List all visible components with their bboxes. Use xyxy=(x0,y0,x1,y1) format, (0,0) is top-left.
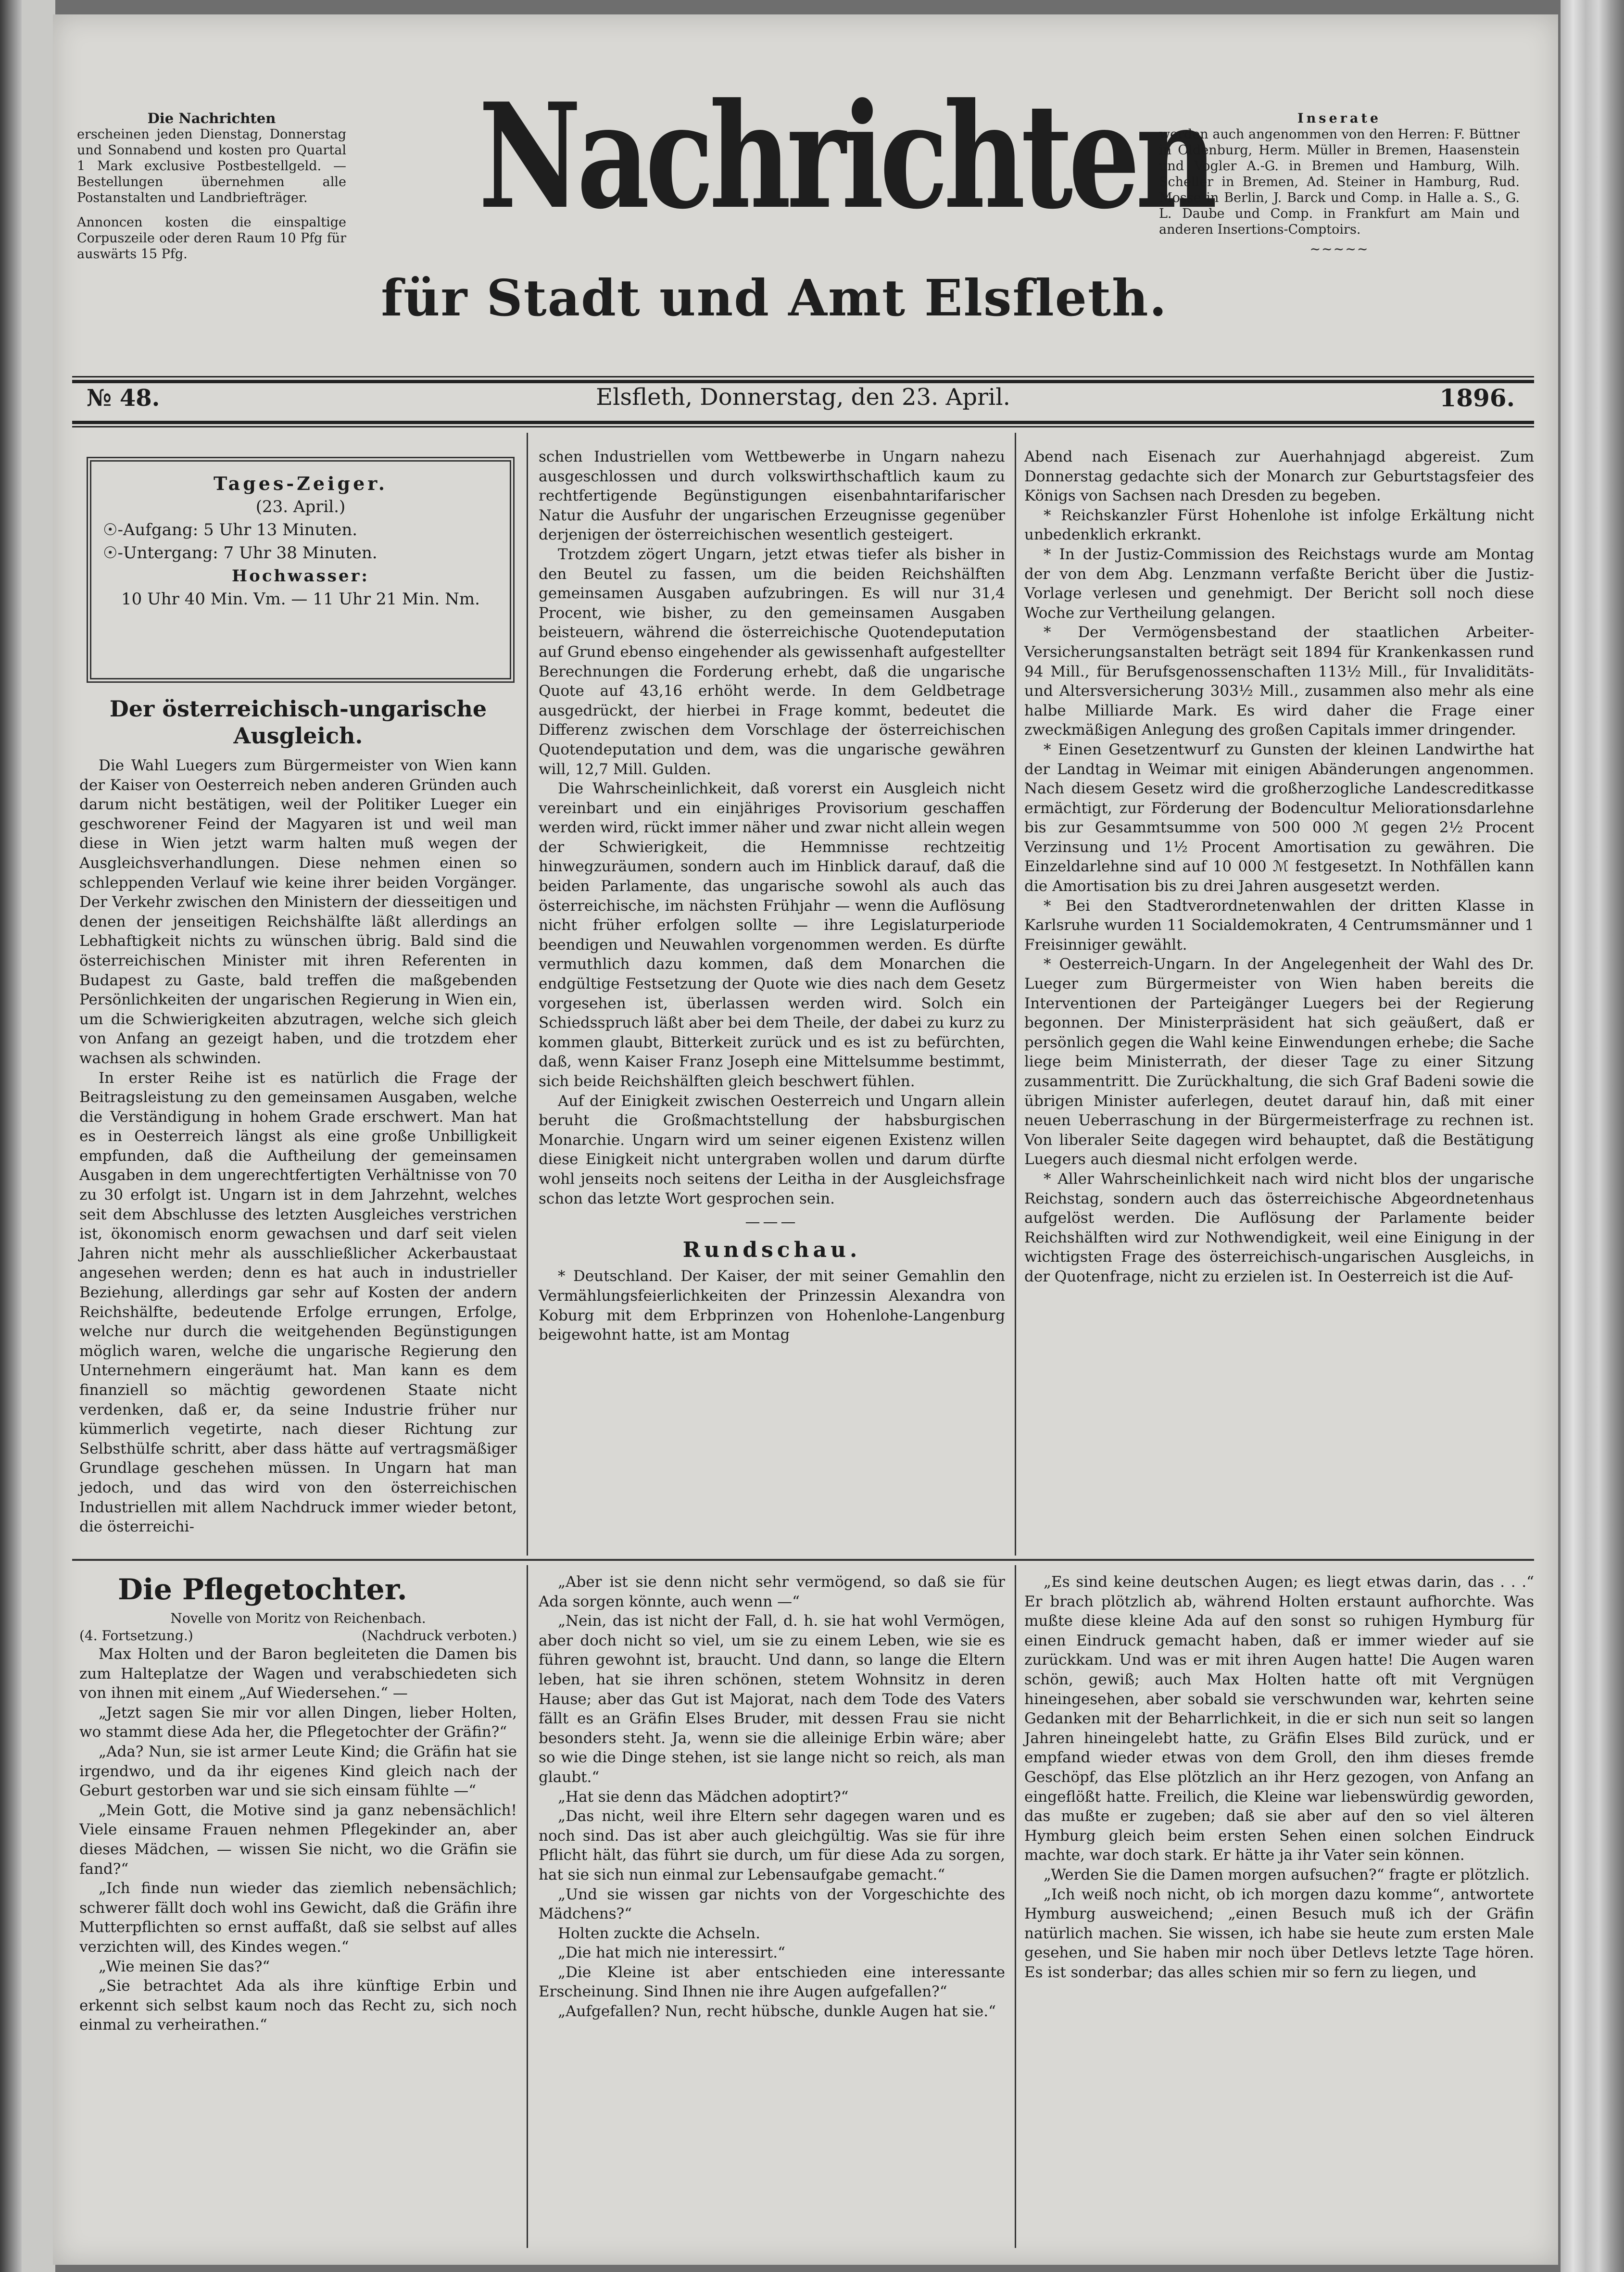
novel-paragraph: „Nein, das ist nicht der Fall, d. h. sie hat wohl Vermögen, aber doch nicht so viel, um sie zu einem Leben, wie sie es führen gewohnt ist, braucht. Und dann, so lange die Eltern leben, hat sie ihren schönen, stetem Wohnsitz in deren Hause; aber das Gut ist Majorat, nach dem Tode des Vaters fällt es an Gräfin Elses Bruder, mit dessen Frau sie nicht besonders steht. Ja, wenn sie die alleinige Erbin wäre; aber so wie die Dinge stehen, ist sie lange nicht so reich, als man glaubt.“ xyxy=(539,1612,1005,1786)
tageszeiger-box xyxy=(87,457,515,683)
article-paragraph: Abend nach Eisenach zur Auerhahnjagd abgereist. Zum Donnerstag gedachte sich der Monarch zur Geburtstagsfeier des Königs von Sachsen nach Dresden zu begeben. xyxy=(1024,448,1534,505)
feuilleton-column-1 xyxy=(79,1572,517,2246)
issue-year: 1896. xyxy=(1439,384,1515,412)
news-item: * Einen Gesetzentwurf zu Gunsten der kleinen Landwirthe hat der Landtag in Weimar mit einigen Abänderungen angenommen. Nach diesem Gesetz wird die großherzogliche Landescreditkasse ermächtigt, zur Förderung der Bodencultur Meliorationsdarlehne bis zur Gesammtsumme von 500 000 ℳ gegen 2½ Procent Verzinsung und 1½ Procent Amortisation zu gewähren. Die Einzeldarlehne sind auf 10 000 ℳ festgesetzt. In Nothfällen kann die Amortisation bis zu drei Jahren ausgesetzt werden. xyxy=(1024,741,1534,895)
reprint-notice: (Nachdruck verboten.) xyxy=(362,1628,517,1644)
masthead-rule-top-thick xyxy=(72,380,1534,383)
novel-part: (4. Fortsetzung.) xyxy=(79,1628,193,1644)
ornament-divider: ~~~~~ xyxy=(1309,242,1369,257)
dateline-rule xyxy=(72,421,1534,424)
newspaper-page xyxy=(53,14,1558,2265)
subscription-text: erscheinen jeden Dienstag, Donnerstag und Sonnabend und kosten pro Quartal 1 Mark exclusive Postbestellgeld. — Bestellungen übernehmen alle Postanstalten und Landbriefträger. xyxy=(77,127,346,205)
article-paragraph: Auf der Einigkeit zwischen Oesterreich und Ungarn allein beruht die Großmachtstellung der habsburgischen Monarchie. Ungarn wird um seiner eigenen Existenz willen diese Einigkeit nicht untergraben wollen und darum dürfte wohl jenseits noch seitens der Leitha in der Ausgleichsfrage schon das letzte Wort gesprochen sein. xyxy=(539,1092,1005,1207)
article-paragraph: Die Wahrscheinlichkeit, daß vorerst ein Ausgleich nicht vereinbart und ein einjähriges Provisorium geschaffen werden wird, rückt immer näher und zwar nicht allein wegen der Schwierigkeit, die Hemmnisse rechtzeitig hinwegzuräumen, sondern auch im Hinblick darauf, daß die beiden Parlamente, das ungarische sowohl als auch das österreichische, im nächsten Frühjahr — wenn die Auflösung nicht früher erfolgen sollte — ihre Legislaturperiode beendigen und Neuwahlen vorgenommen werden. Es dürfte vermuthlich dazu kommen, daß dem Monarchen die endgültige Festsetzung der Quote wie dies nach dem Gesetz vorgesehen ist, überlassen werden wird. Solch ein Schiedsspruch läßt aber bei dem Theile, der dabei zu kurz zu kommen glaubt, Bitterkeit zurück und es ist zu befürchten, daß, wenn Kaiser Franz Joseph eine Mittelsumme bestimmt, sich beide Reichshälften gleich beschwert fühlen. xyxy=(539,780,1005,1090)
tide-title: Hochwasser: xyxy=(232,566,369,586)
section-separator: ——— xyxy=(745,1213,799,1231)
dateline xyxy=(72,384,1534,417)
article-column-3 xyxy=(1024,447,1534,1553)
page-edge-stack xyxy=(1561,0,1624,2272)
novel-paragraph: „Jetzt sagen Sie mir vor allen Dingen, lieber Holten, wo stammt diese Ada her, die Pflegetochter der Gräfin?“ xyxy=(79,1704,517,1741)
novel-paragraph: „Es sind keine deutschen Augen; es liegt etwas darin, das . . .“ Er brach plötzlich ab, während Holten erstaunt aufhorchte. Was mußte diese kleine Ada auf den sonst so ruhigen Hymburg für einen Eindruck gemacht haben, daß er immer wieder auf sie zurückkam. Und was er mit ihren Augen hatte! Die Augen waren schön, gewiß; auch Max Holten hatte oft mit Vergnügen hineingesehen, aber sobald sie verschwunden war, kehrten seine Gedanken mit der Beharrlichkeit, in die er sich nun seit so langen Jahren hineingelebt hatte, zu Gräfin Elses Bild zurück, und er empfand wieder etwas von dem Groll, den ihm dieses fremde Geschöpf, das Else plötzlich an ihr Herz gezogen, von Anfang an eingeflößt hatte. Freilich, die Kleine war liebenswürdig geworden, das mußte er zugeben; daß sie aber auf den so viel älteren Hymburg gleich beim ersten Sehen einen solchen Eindruck machte, war doch stark. Er hätte ja ihr Vater sein können. xyxy=(1024,1573,1534,1864)
column-rule-1 xyxy=(527,433,528,1556)
sunrise-time: ☉-Aufgang: 5 Uhr 13 Minuten. xyxy=(103,520,358,540)
novel-paragraph: „Das nicht, weil ihre Eltern sehr dagegen waren und es noch sind. Das ist aber auch gleichgültig. Was sie für ihre Pflicht hält, das führt sie durch, um für diese Ada zu sorgen, hat sie sich nun einmal zur Lebensaufgabe gemacht.“ xyxy=(539,1808,1005,1883)
inserate-heading: Inserate xyxy=(1297,111,1381,126)
novel-paragraph: „Die Kleine ist aber entschieden eine interessante Erscheinung. Sind Ihnen nie ihre Augen aufgefallen?“ xyxy=(539,1963,1005,2001)
news-item: * Aller Wahrscheinlichkeit nach wird nicht blos der ungarische Reichstag, sondern auch das österreichische Abgeordnetenhaus aufgelöst werden. Die Auflösung der Parlamente beider Reichshälften wird zur Nothwendigkeit, weil eine Einigung in der wichtigsten Frage des österreichisch-ungarischen Ausgleichs, in der Quotenfrage, nicht zu erzielen ist. In Oesterreich ist die Auf- xyxy=(1024,1170,1534,1285)
news-item: * In der Justiz-Commission des Reichstags wurde am Montag der von dem Abg. Lenzmann verfaßte Bericht über die Justiz-Vorlage verlesen und genehmigt. Der Bericht soll noch diese Woche zur Vertheilung gelangen. xyxy=(1024,545,1534,622)
feuilleton-rule xyxy=(72,1559,1534,1561)
place-date: Elsfleth, Donnerstag, den 23. April. xyxy=(596,384,1010,411)
book-spine xyxy=(0,0,22,2272)
article-column-1 xyxy=(79,692,517,1553)
newspaper-subtitle: für Stadt und Amt Elsfleth. xyxy=(381,268,1168,327)
article-paragraph: Trotzdem zögert Ungarn, jetzt etwas tiefer als bisher in den Beutel zu fassen, um die beiden Reichshälften gemeinsamen Ausgaben aufzubringen. Es will nur 31,4 Procent, wie bisher, zu den gemeinsamen Ausgaben beisteuern, während die österreichische Quotendeputation auf Grund ebenso eingehender als gewissenhaft aufgestellter Berechnungen die Forderung erhebt, daß die ungarische Quote auf 43,16 erhöht werde. In dem Geldbetrage ausgedrückt, der hierbei in Frage kommt, bedeutet die Differenz zwischen dem Vorschlage der österreichischen Quotendeputation und dem, was die ungarische gewähren will, 12,7 Mill. Gulden. xyxy=(539,545,1005,778)
novel-paragraph: „Mein Gott, die Motive sind ja ganz nebensächlich! Viele einsame Frauen nehmen Pflegekinder an, aber dieses Mädchen, — wissen Sie nicht, wo die Gräfin sie fand?“ xyxy=(79,1801,517,1878)
news-item: * Oesterreich-Ungarn. In der Angelegenheit der Wahl des Dr. Lueger zum Bürgermeister von Wien haben bereits die Interventionen der Parteigänger Luegers bei der Regierung begonnen. Der Ministerpräsident hat sich geäußert, daß er persönlich gegen die Wahl keine Einwendungen erhebe; die Sache liege beim Ministerrath, der dieser Tage zu einer Sitzung zusammentritt. Die Zurückhaltung, die sich Graf Badeni sowie die übrigen Minister auferlegen, deutet darauf hin, daß mit einer neuen Ueberraschung in der Bürgermeisterfrage zu rechnen ist. Von liberaler Seite dagegen wird behauptet, daß die Bestätigung Luegers auch diesmal nicht erfolgen werde. xyxy=(1024,955,1534,1168)
novel-paragraph: „Werden Sie die Damen morgen aufsuchen?“ fragte er plötzlich. xyxy=(1044,1866,1530,1883)
novel-title: Die Pflegetochter. xyxy=(118,1573,407,1607)
masthead-rule-top xyxy=(72,376,1534,377)
feuilleton-column-2 xyxy=(539,1572,1005,2246)
news-item: * Reichskanzler Fürst Hohenlohe ist infolge Erkältung nicht unbedenklich erkrankt. xyxy=(1024,506,1534,544)
novel-paragraph: „Aufgefallen? Nun, recht hübsche, dunkle Augen hat sie.“ xyxy=(558,2003,996,2021)
inserate-notice xyxy=(1159,111,1520,257)
news-item: * Der Vermögensbestand der staatlichen Arbeiter-Versicherungsanstalten beträgt seit 1894 für Krankenkassen rund 94 Mill., für Berufsgenossenschaften 113½ Mill., für Invaliditäts- und Altersversicherung 303½ Mill., zusammen also mehr als eine halbe Milliarde Mark. Es wird daher die Frage einer zweckmäßigen Anlegung des großen Capitals immer dringender. xyxy=(1024,624,1534,739)
novel-paragraph: „Hat sie denn das Mädchen adoptirt?“ xyxy=(558,1788,849,1806)
rundschau-heading: Rundschau. xyxy=(682,1237,861,1262)
column-rule-2 xyxy=(1015,433,1016,1556)
feuilleton-column-3 xyxy=(1024,1572,1534,2246)
inserate-text: werden auch angenommen von den Herren: F. Büttner in Oldenburg, Herm. Müller in Bremen, Haasenstein und Vogler A.-G. in Bremen und Hamburg, Wilh. Scheller in Bremen, Ad. Steiner in Hamburg, Rud. Mosse in Berlin, J. Barck und Comp. in Halle a. S., G. L. Daube und Comp. in Frankfurt am Main und anderen Insertions-Comptoirs. xyxy=(1159,127,1520,237)
novel-paragraph: „Sie betrachtet Ada als ihre künftige Erbin und erkennt sich selbst kaum noch das Recht zu, sich noch einmal zu verheirathen.“ xyxy=(79,1977,517,2034)
subscription-heading: Die Nachrichten xyxy=(147,110,276,126)
novel-paragraph: „Und sie wissen gar nichts von der Vorgeschichte des Mädchens?“ xyxy=(539,1885,1005,1923)
article-heading-ausgleich: Der österreichisch-ungarische Ausgleich. xyxy=(109,696,487,749)
tide-times: 10 Uhr 40 Min. Vm. — 11 Uhr 21 Min. Nm. xyxy=(121,590,480,609)
advert-price-text: Annoncen kosten die einspaltige Corpuszeile oder deren Raum 10 Pfg für auswärts 15 Pfg. xyxy=(77,215,346,262)
article-paragraph: In erster Reihe ist es natürlich die Frage der Beitragsleistung zu den gemeinsamen Ausgaben, welche die Verständigung in hohem Grade erschwert. Man hat es in Oesterreich längst als eine große Unbilligkeit empfunden, daß die Auftheilung der gemeinsamen Ausgaben in dem ungerechtfertigten Verhältnisse von 70 zu 30 erfolgt ist. Ungarn ist in dem Jahrzehnt, welches seit dem Abschlusse des letzten Ausgleiches verstrichen ist, ökonomisch enorm gewachsen und darf seit vielen Jahren nicht mehr als ausschließlicher Ackerbaustaat angesehen werden; denn es hat auch in industrieller Beziehung, allerdings gar sehr auf Kosten der andern Reichshälfte, bedeutende Erfolge errungen, Erfolge, welche nur durch die weitgehenden Begünstigungen möglich waren, welche die ungarische Regierung den Unternehmern eingeräumt hat. Man kann es dem finanziell so mächtig gewordenen Staate nicht verdenken, daß er, da seine Industrie früher nur kümmerlich vegetirte, nach dieser Richtung zur Selbsthülfe schritt, aber dass hätte auf vertragsmäßiger Grundlage geschehen müssen. In Ungarn hat man jedoch, und das wird von den österreichischen Industriellen mit allem Nachdruck immer wieder betont, die österreichi- xyxy=(79,1069,517,1536)
novel-paragraph: „Die hat mich nie interessirt.“ xyxy=(558,1944,785,1962)
feuilleton-column-rule-1 xyxy=(527,1565,528,2248)
newspaper-title: Nachrichten xyxy=(478,71,1213,241)
tageszeiger-date: (23. April.) xyxy=(255,497,346,516)
subscription-notice xyxy=(77,111,346,262)
issue-number: № 48. xyxy=(87,385,160,412)
article-paragraph: schen Industriellen vom Wettbewerbe in Ungarn nahezu ausgeschlossen und durch volkswirthschaftlich kaum zu rechtfertigende Begünstigungen eisenbahntarifarischer Natur die Ausfuhr der ungarischen Erzeugnisse gegenüber derjenigen der österreichischen wesentlich gesteigert. xyxy=(539,448,1005,544)
previous-page-edge xyxy=(22,0,55,2272)
novel-paragraph: Max Holten und der Baron begleiteten die Damen bis zum Halteplatze der Wagen und verabschiedeten sich von ihnen mit einem „Auf Wiedersehen.“ — xyxy=(79,1645,517,1702)
novel-byline: Novelle von Moritz von Reichenbach. xyxy=(170,1610,426,1626)
novel-paragraph: „Ich weiß noch nicht, ob ich morgen dazu komme“, antwortete Hymburg ausweichend; „einen Besuch muß ich der Gräfin natürlich machen. Sie wissen, ich habe sie heute zum ersten Male gesehen, und Sie haben mir noch über Detlevs letzte Tage hören. Es ist sonderbar; das alles schien mir so fern zu liegen, und xyxy=(1024,1885,1534,1981)
novel-paragraph: „Ada? Nun, sie ist armer Leute Kind; die Gräfin hat sie irgendwo, und da ihr eigenes Kind gleich nach der Geburt gestorben war und sie sich einsam fühlte —“ xyxy=(79,1743,517,1800)
article-column-2 xyxy=(539,447,1005,1553)
novel-paragraph: „Ich finde nun wieder das ziemlich nebensächlich; schwerer fällt doch wohl ins Gewicht, daß die Gräfin ihre Mutterpflichten so ernst auffaßt, daß sie selbst auf alles verzichten will, des Kindes wegen.“ xyxy=(79,1880,517,1956)
news-item: * Bei den Stadtverordnetenwahlen der dritten Klasse in Karlsruhe wurden 11 Socialdemokraten, 4 Centrumsmänner und 1 Freisinniger gewählt. xyxy=(1024,897,1534,954)
novel-paragraph: „Aber ist sie denn nicht sehr vermögend, so daß sie für Ada sorgen könnte, auch wenn —“ xyxy=(539,1573,1005,1610)
novel-paragraph: „Wie meinen Sie das?“ xyxy=(99,1958,270,1975)
sunset-time: ☉-Untergang: 7 Uhr 38 Minuten. xyxy=(103,543,378,563)
novel-paragraph: Holten zuckte die Achseln. xyxy=(558,1924,760,1942)
feuilleton-column-rule-2 xyxy=(1015,1565,1016,2248)
novel-part-line xyxy=(79,1627,517,1644)
article-paragraph: * Deutschland. Der Kaiser, der mit seiner Gemahlin den Vermählungsfeierlichkeiten der Prinzessin Alexandra von Koburg mit dem Erbprinzen von Hohenlohe-Langenburg beigewohnt hatte, ist am Montag xyxy=(539,1268,1005,1344)
dateline-rule-thin xyxy=(72,426,1534,427)
tageszeiger-title: Tages-Zeiger. xyxy=(213,473,388,494)
article-paragraph: Die Wahl Luegers zum Bürgermeister von Wien kann der Kaiser von Oesterreich neben anderen Gründen auch darum nicht bestätigen, weil der Politiker Lueger ein geschworener Feind der Magyaren ist und weil man diese in Wien jetzt warm halten muß wegen der Ausgleichsverhandlungen. Diese nehmen einen so schleppenden Verlauf wie keine ihrer beiden Vorgänger. Der Verkehr zwischen den Ministern der diesseitigen und denen der jenseitigen Reichshälfte läßt allerdings an Lebhaftigkeit nichts zu wünschen übrig. Bald sind die österreichischen Minister mit ihren Referenten in Budapest zu Gaste, bald treffen die maßgebenden Persönlichkeiten der ungarischen Regierung in Wien ein, um die Schwierigkeiten abzutragen, welche sich gleich von Anfang an gezeigt haben, und die trotzdem eher wachsen als schwinden. xyxy=(79,757,517,1067)
